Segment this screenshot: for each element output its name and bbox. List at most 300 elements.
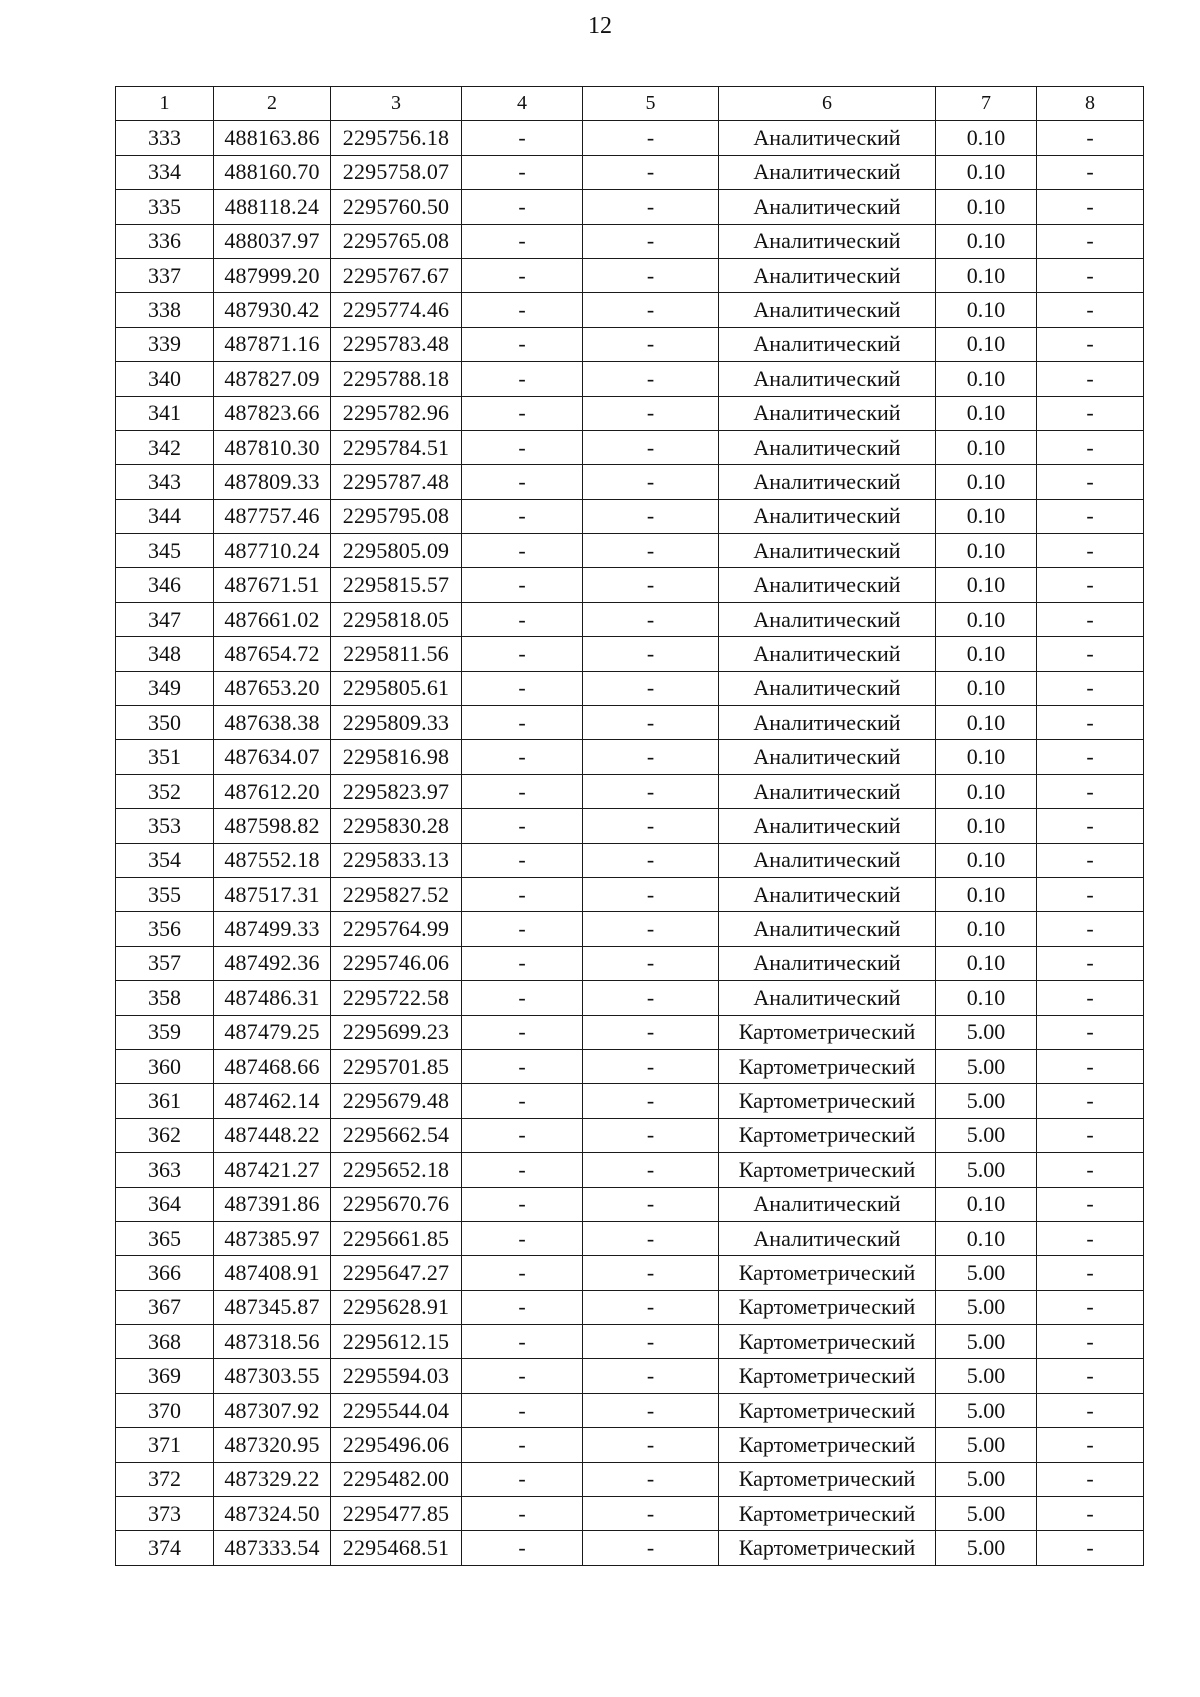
table-row: [116, 843, 1144, 877]
cell-col-4: -: [462, 1015, 583, 1049]
cell-col-8: -: [1037, 293, 1144, 327]
column-header-4: 4: [462, 87, 583, 121]
cell-coord-y: 2295652.18: [331, 1153, 462, 1187]
cell-col-8: -: [1037, 946, 1144, 980]
cell-accuracy: 0.10: [936, 637, 1037, 671]
cell-col-4: -: [462, 499, 583, 533]
cell-point-number: 344: [116, 499, 214, 533]
cell-accuracy: 0.10: [936, 396, 1037, 430]
cell-accuracy: 0.10: [936, 465, 1037, 499]
cell-point-number: 336: [116, 224, 214, 258]
cell-accuracy: 5.00: [936, 1531, 1037, 1565]
cell-col-8: -: [1037, 534, 1144, 568]
cell-coord-x: 487653.20: [214, 671, 331, 705]
cell-method: Аналитический: [719, 981, 936, 1015]
cell-coord-x: 487448.22: [214, 1118, 331, 1152]
cell-coord-y: 2295612.15: [331, 1325, 462, 1359]
cell-col-4: -: [462, 258, 583, 292]
cell-accuracy: 0.10: [936, 362, 1037, 396]
cell-col-4: -: [462, 774, 583, 808]
cell-col-5: -: [583, 430, 719, 464]
column-header-1: 1: [116, 87, 214, 121]
table-row: [116, 946, 1144, 980]
cell-coord-y: 2295670.76: [331, 1187, 462, 1221]
cell-method: Картометрический: [719, 1359, 936, 1393]
cell-method: Аналитический: [719, 224, 936, 258]
cell-coord-y: 2295756.18: [331, 121, 462, 155]
cell-method: Картометрический: [719, 1393, 936, 1427]
cell-col-8: -: [1037, 774, 1144, 808]
cell-coord-x: 487329.22: [214, 1462, 331, 1496]
cell-col-8: -: [1037, 190, 1144, 224]
cell-point-number: 341: [116, 396, 214, 430]
cell-col-5: -: [583, 293, 719, 327]
cell-accuracy: 5.00: [936, 1153, 1037, 1187]
cell-coord-y: 2295833.13: [331, 843, 462, 877]
cell-col-8: -: [1037, 258, 1144, 292]
cell-method: Аналитический: [719, 121, 936, 155]
cell-col-4: -: [462, 224, 583, 258]
cell-coord-x: 487318.56: [214, 1325, 331, 1359]
cell-method: Аналитический: [719, 912, 936, 946]
cell-col-5: -: [583, 1393, 719, 1427]
cell-col-5: -: [583, 602, 719, 636]
cell-col-5: -: [583, 912, 719, 946]
cell-method: Картометрический: [719, 1015, 936, 1049]
cell-col-5: -: [583, 946, 719, 980]
cell-coord-y: 2295699.23: [331, 1015, 462, 1049]
cell-col-8: -: [1037, 981, 1144, 1015]
page-number: 12: [588, 13, 612, 39]
table-row: [116, 1325, 1144, 1359]
cell-accuracy: 5.00: [936, 1359, 1037, 1393]
cell-coord-x: 487385.97: [214, 1221, 331, 1255]
cell-point-number: 347: [116, 602, 214, 636]
cell-coord-x: 487671.51: [214, 568, 331, 602]
cell-col-5: -: [583, 1359, 719, 1393]
cell-coord-y: 2295722.58: [331, 981, 462, 1015]
cell-col-5: -: [583, 1462, 719, 1496]
cell-col-5: -: [583, 774, 719, 808]
cell-col-5: -: [583, 740, 719, 774]
cell-col-4: -: [462, 1084, 583, 1118]
cell-col-5: -: [583, 637, 719, 671]
cell-method: Картометрический: [719, 1325, 936, 1359]
cell-point-number: 333: [116, 121, 214, 155]
cell-accuracy: 0.10: [936, 121, 1037, 155]
cell-coord-y: 2295788.18: [331, 362, 462, 396]
cell-col-5: -: [583, 499, 719, 533]
cell-point-number: 349: [116, 671, 214, 705]
cell-accuracy: 5.00: [936, 1049, 1037, 1083]
cell-col-8: -: [1037, 1084, 1144, 1118]
cell-point-number: 374: [116, 1531, 214, 1565]
cell-col-5: -: [583, 224, 719, 258]
cell-coord-x: 487930.42: [214, 293, 331, 327]
cell-method: Аналитический: [719, 568, 936, 602]
cell-method: Аналитический: [719, 155, 936, 189]
cell-col-8: -: [1037, 1428, 1144, 1462]
cell-col-4: -: [462, 706, 583, 740]
cell-col-4: -: [462, 568, 583, 602]
cell-col-4: -: [462, 1221, 583, 1255]
cell-col-5: -: [583, 121, 719, 155]
cell-point-number: 345: [116, 534, 214, 568]
cell-col-8: -: [1037, 362, 1144, 396]
cell-col-8: -: [1037, 740, 1144, 774]
cell-coord-x: 487612.20: [214, 774, 331, 808]
table-row: [116, 1290, 1144, 1324]
cell-method: Аналитический: [719, 706, 936, 740]
cell-coord-x: 487486.31: [214, 981, 331, 1015]
cell-col-4: -: [462, 981, 583, 1015]
cell-coord-x: 487809.33: [214, 465, 331, 499]
cell-coord-x: 487499.33: [214, 912, 331, 946]
table-row: [116, 1462, 1144, 1496]
cell-method: Аналитический: [719, 534, 936, 568]
table-row: [116, 706, 1144, 740]
cell-coord-y: 2295662.54: [331, 1118, 462, 1152]
cell-col-8: -: [1037, 327, 1144, 361]
cell-point-number: 366: [116, 1256, 214, 1290]
cell-method: Картометрический: [719, 1256, 936, 1290]
cell-col-5: -: [583, 671, 719, 705]
table-row: [116, 362, 1144, 396]
cell-coord-x: 487345.87: [214, 1290, 331, 1324]
cell-col-5: -: [583, 1325, 719, 1359]
cell-col-8: -: [1037, 1187, 1144, 1221]
cell-coord-x: 487710.24: [214, 534, 331, 568]
cell-method: Аналитический: [719, 877, 936, 911]
cell-col-4: -: [462, 327, 583, 361]
cell-col-8: -: [1037, 1359, 1144, 1393]
cell-col-8: -: [1037, 465, 1144, 499]
cell-coord-x: 487324.50: [214, 1497, 331, 1531]
cell-point-number: 361: [116, 1084, 214, 1118]
cell-point-number: 334: [116, 155, 214, 189]
table-row: [116, 430, 1144, 464]
cell-method: Аналитический: [719, 327, 936, 361]
cell-col-5: -: [583, 1187, 719, 1221]
table-row: [116, 396, 1144, 430]
cell-method: Аналитический: [719, 843, 936, 877]
cell-accuracy: 0.10: [936, 327, 1037, 361]
cell-col-4: -: [462, 155, 583, 189]
cell-accuracy: 5.00: [936, 1256, 1037, 1290]
cell-col-5: -: [583, 1256, 719, 1290]
cell-col-4: -: [462, 1359, 583, 1393]
cell-coord-x: 487517.31: [214, 877, 331, 911]
table-row: [116, 534, 1144, 568]
cell-col-5: -: [583, 877, 719, 911]
cell-accuracy: 5.00: [936, 1497, 1037, 1531]
table-row: [116, 1187, 1144, 1221]
cell-coord-x: 487810.30: [214, 430, 331, 464]
cell-coord-y: 2295811.56: [331, 637, 462, 671]
cell-col-8: -: [1037, 1153, 1144, 1187]
cell-coord-y: 2295482.00: [331, 1462, 462, 1496]
cell-coord-y: 2295468.51: [331, 1531, 462, 1565]
column-header-3: 3: [331, 87, 462, 121]
cell-coord-x: 487307.92: [214, 1393, 331, 1427]
column-header-8: 8: [1037, 87, 1144, 121]
cell-col-8: -: [1037, 706, 1144, 740]
cell-coord-x: 487479.25: [214, 1015, 331, 1049]
cell-accuracy: 0.10: [936, 877, 1037, 911]
cell-coord-x: 487421.27: [214, 1153, 331, 1187]
cell-method: Аналитический: [719, 1187, 936, 1221]
cell-col-8: -: [1037, 637, 1144, 671]
cell-col-8: -: [1037, 1049, 1144, 1083]
cell-accuracy: 5.00: [936, 1118, 1037, 1152]
cell-col-4: -: [462, 1325, 583, 1359]
table-header-row: [116, 87, 1144, 121]
cell-accuracy: 0.10: [936, 809, 1037, 843]
cell-col-4: -: [462, 637, 583, 671]
cell-col-4: -: [462, 740, 583, 774]
cell-point-number: 335: [116, 190, 214, 224]
cell-coord-y: 2295758.07: [331, 155, 462, 189]
cell-coord-x: 487333.54: [214, 1531, 331, 1565]
cell-coord-y: 2295782.96: [331, 396, 462, 430]
cell-method: Аналитический: [719, 258, 936, 292]
cell-coord-x: 487634.07: [214, 740, 331, 774]
cell-col-8: -: [1037, 1531, 1144, 1565]
cell-col-5: -: [583, 258, 719, 292]
cell-coord-y: 2295767.67: [331, 258, 462, 292]
cell-point-number: 354: [116, 843, 214, 877]
cell-point-number: 367: [116, 1290, 214, 1324]
cell-coord-x: 487391.86: [214, 1187, 331, 1221]
cell-accuracy: 5.00: [936, 1428, 1037, 1462]
cell-method: Аналитический: [719, 671, 936, 705]
cell-col-4: -: [462, 362, 583, 396]
cell-coord-x: 487654.72: [214, 637, 331, 671]
cell-accuracy: 0.10: [936, 430, 1037, 464]
cell-col-5: -: [583, 809, 719, 843]
cell-coord-x: 488118.24: [214, 190, 331, 224]
column-header-7: 7: [936, 87, 1037, 121]
cell-point-number: 348: [116, 637, 214, 671]
table-row: [116, 1118, 1144, 1152]
cell-method: Картометрический: [719, 1462, 936, 1496]
cell-col-4: -: [462, 1290, 583, 1324]
cell-method: Картометрический: [719, 1153, 936, 1187]
cell-method: Аналитический: [719, 1221, 936, 1255]
table-row: [116, 1256, 1144, 1290]
cell-col-8: -: [1037, 224, 1144, 258]
cell-col-4: -: [462, 1531, 583, 1565]
cell-col-5: -: [583, 568, 719, 602]
cell-coord-x: 487598.82: [214, 809, 331, 843]
cell-accuracy: 5.00: [936, 1325, 1037, 1359]
table-row: [116, 671, 1144, 705]
table-row: [116, 258, 1144, 292]
cell-point-number: 371: [116, 1428, 214, 1462]
cell-col-5: -: [583, 1428, 719, 1462]
cell-coord-x: 487303.55: [214, 1359, 331, 1393]
cell-method: Аналитический: [719, 190, 936, 224]
cell-coord-y: 2295594.03: [331, 1359, 462, 1393]
cell-coord-x: 487552.18: [214, 843, 331, 877]
cell-point-number: 339: [116, 327, 214, 361]
cell-accuracy: 0.10: [936, 671, 1037, 705]
table-row: [116, 499, 1144, 533]
table-row: [116, 809, 1144, 843]
column-header-2: 2: [214, 87, 331, 121]
cell-coord-y: 2295628.91: [331, 1290, 462, 1324]
cell-coord-y: 2295818.05: [331, 602, 462, 636]
table-row: [116, 121, 1144, 155]
cell-accuracy: 5.00: [936, 1015, 1037, 1049]
cell-accuracy: 0.10: [936, 706, 1037, 740]
cell-accuracy: 0.10: [936, 534, 1037, 568]
cell-col-8: -: [1037, 396, 1144, 430]
cell-accuracy: 5.00: [936, 1393, 1037, 1427]
cell-accuracy: 0.10: [936, 602, 1037, 636]
table-row: [116, 1015, 1144, 1049]
cell-col-4: -: [462, 843, 583, 877]
cell-coord-x: 487462.14: [214, 1084, 331, 1118]
cell-col-8: -: [1037, 1393, 1144, 1427]
cell-col-5: -: [583, 1221, 719, 1255]
cell-col-4: -: [462, 1118, 583, 1152]
table-row: [116, 912, 1144, 946]
cell-col-8: -: [1037, 843, 1144, 877]
column-header-5: 5: [583, 87, 719, 121]
cell-col-5: -: [583, 396, 719, 430]
cell-col-8: -: [1037, 1221, 1144, 1255]
cell-coord-y: 2295783.48: [331, 327, 462, 361]
cell-method: Аналитический: [719, 637, 936, 671]
cell-coord-y: 2295661.85: [331, 1221, 462, 1255]
cell-col-8: -: [1037, 568, 1144, 602]
cell-point-number: 355: [116, 877, 214, 911]
cell-col-5: -: [583, 465, 719, 499]
cell-col-4: -: [462, 1187, 583, 1221]
cell-col-8: -: [1037, 912, 1144, 946]
table-row: [116, 774, 1144, 808]
cell-col-4: -: [462, 877, 583, 911]
cell-col-8: -: [1037, 121, 1144, 155]
cell-point-number: 352: [116, 774, 214, 808]
cell-col-5: -: [583, 155, 719, 189]
cell-col-4: -: [462, 430, 583, 464]
cell-method: Картометрический: [719, 1290, 936, 1324]
cell-col-8: -: [1037, 671, 1144, 705]
cell-accuracy: 5.00: [936, 1290, 1037, 1324]
cell-point-number: 372: [116, 1462, 214, 1496]
table-row: [116, 637, 1144, 671]
cell-col-8: -: [1037, 877, 1144, 911]
cell-point-number: 338: [116, 293, 214, 327]
table-row: [116, 224, 1144, 258]
cell-col-4: -: [462, 602, 583, 636]
cell-col-8: -: [1037, 1015, 1144, 1049]
cell-method: Аналитический: [719, 362, 936, 396]
cell-coord-y: 2295787.48: [331, 465, 462, 499]
cell-point-number: 346: [116, 568, 214, 602]
cell-coord-y: 2295795.08: [331, 499, 462, 533]
table-row: [116, 740, 1144, 774]
cell-col-4: -: [462, 1256, 583, 1290]
cell-col-5: -: [583, 1118, 719, 1152]
cell-col-8: -: [1037, 1256, 1144, 1290]
cell-coord-y: 2295760.50: [331, 190, 462, 224]
cell-method: Аналитический: [719, 602, 936, 636]
cell-col-4: -: [462, 534, 583, 568]
cell-point-number: 353: [116, 809, 214, 843]
cell-accuracy: 0.10: [936, 258, 1037, 292]
cell-accuracy: 0.10: [936, 190, 1037, 224]
cell-col-5: -: [583, 190, 719, 224]
cell-point-number: 357: [116, 946, 214, 980]
coordinates-table: [115, 86, 1144, 1566]
cell-coord-y: 2295746.06: [331, 946, 462, 980]
cell-col-4: -: [462, 465, 583, 499]
cell-col-4: -: [462, 190, 583, 224]
cell-coord-x: 487492.36: [214, 946, 331, 980]
cell-col-4: -: [462, 1462, 583, 1496]
cell-point-number: 351: [116, 740, 214, 774]
cell-accuracy: 0.10: [936, 774, 1037, 808]
cell-method: Картометрический: [719, 1118, 936, 1152]
cell-coord-x: 487468.66: [214, 1049, 331, 1083]
cell-coord-x: 488160.70: [214, 155, 331, 189]
cell-col-4: -: [462, 912, 583, 946]
cell-col-5: -: [583, 1290, 719, 1324]
cell-col-8: -: [1037, 602, 1144, 636]
cell-point-number: 337: [116, 258, 214, 292]
cell-method: Аналитический: [719, 499, 936, 533]
cell-coord-y: 2295774.46: [331, 293, 462, 327]
table-row: [116, 602, 1144, 636]
cell-col-8: -: [1037, 1325, 1144, 1359]
cell-coord-x: 487320.95: [214, 1428, 331, 1462]
cell-coord-y: 2295805.09: [331, 534, 462, 568]
cell-point-number: 369: [116, 1359, 214, 1393]
table-row: [116, 1084, 1144, 1118]
cell-method: Картометрический: [719, 1497, 936, 1531]
cell-coord-y: 2295764.99: [331, 912, 462, 946]
cell-point-number: 359: [116, 1015, 214, 1049]
cell-point-number: 342: [116, 430, 214, 464]
cell-accuracy: 0.10: [936, 843, 1037, 877]
cell-point-number: 368: [116, 1325, 214, 1359]
cell-coord-y: 2295647.27: [331, 1256, 462, 1290]
cell-coord-x: 487408.91: [214, 1256, 331, 1290]
cell-col-4: -: [462, 671, 583, 705]
cell-col-4: -: [462, 1393, 583, 1427]
cell-method: Аналитический: [719, 430, 936, 464]
cell-col-4: -: [462, 1049, 583, 1083]
cell-point-number: 363: [116, 1153, 214, 1187]
cell-col-5: -: [583, 534, 719, 568]
table-body: [116, 121, 1144, 1565]
table-row: [116, 1428, 1144, 1462]
cell-coord-y: 2295809.33: [331, 706, 462, 740]
cell-accuracy: 5.00: [936, 1084, 1037, 1118]
cell-coord-y: 2295815.57: [331, 568, 462, 602]
cell-col-4: -: [462, 121, 583, 155]
cell-method: Аналитический: [719, 946, 936, 980]
cell-point-number: 365: [116, 1221, 214, 1255]
cell-coord-x: 487757.46: [214, 499, 331, 533]
cell-coord-x: 488163.86: [214, 121, 331, 155]
cell-coord-x: 488037.97: [214, 224, 331, 258]
cell-coord-x: 487638.38: [214, 706, 331, 740]
cell-coord-x: 487871.16: [214, 327, 331, 361]
